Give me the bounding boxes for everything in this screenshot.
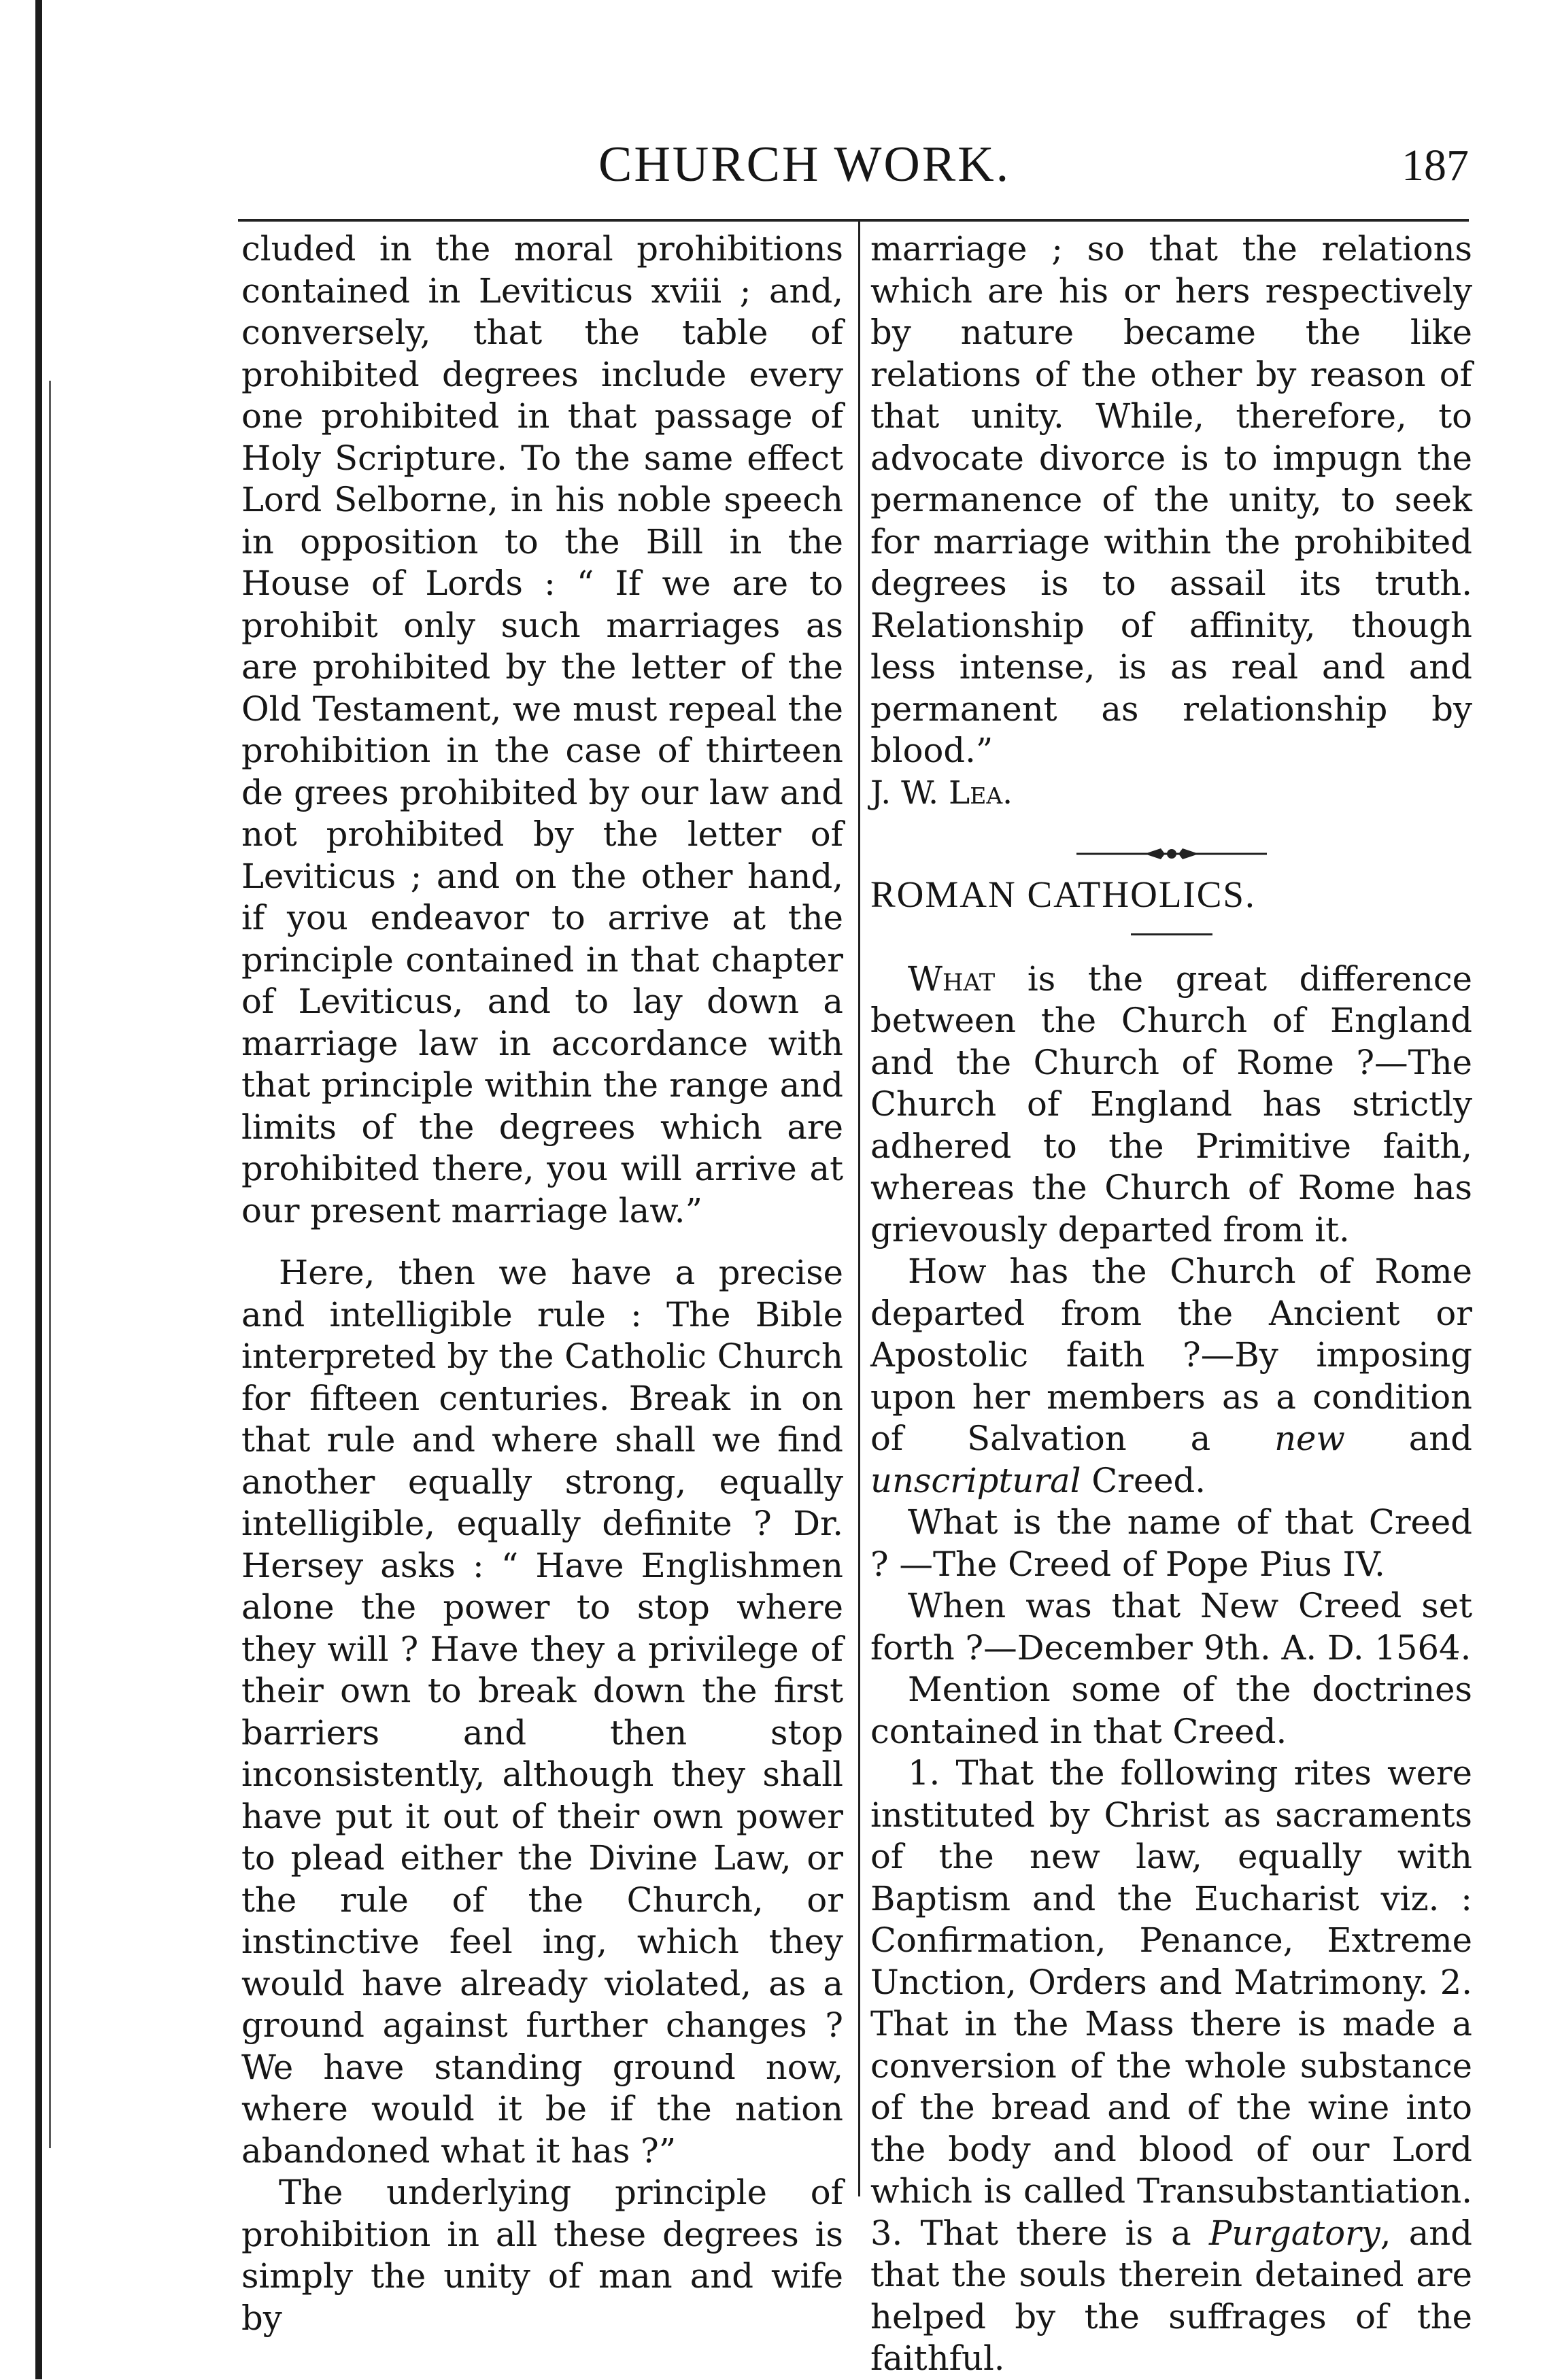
ornament-divider-icon	[1076, 846, 1267, 861]
header-rule	[238, 219, 1469, 222]
catechism-q2	[870, 1251, 1472, 1502]
answer-end: , and that the souls therein detained are helped by the suffrages of the faithful.	[870, 2213, 1472, 2378]
q2-article: a	[1126, 1419, 1275, 1458]
left-paragraph-3: The underlying principle of prohibition in all these degrees is simply the unity of man and wife by	[241, 2173, 843, 2338]
left-paragraph-2: Here, then we have a precise and intelligible rule : The Bible interpreted by the Catholic Church for fifteen centuries. Break in on that rule and where shall we find another equally strong, equally intelligible, equally definite ? Dr. Hersey asks : “ Have Englishmen alone the power to stop where they will ? Have they a privilege of their own to break down the first barriers and then stop inconsistently, although they shall have put it out of their own power to plead either the Divine Law, or the rule of the Church, or instinctive feel ing, which they would have already violated, as a ground against further changes ? We have standing ground now, where would it be if the nation abandoned what it has ?”	[241, 1253, 843, 2171]
catechism-q4: When was that New Creed set forth ?—December 9th. A. D. 1564.	[870, 1586, 1472, 1668]
q2-new-italic: new	[1274, 1419, 1345, 1458]
left-paragraph-1: cluded in the moral prohibitions contained in Leviticus xviii ; and, conversely, that the table of prohibited degrees include every one prohibited in that passage of Holy Scripture. To the same effect Lord Selborne, in his noble speech in opposition to the Bill in the House of Lords : “ If we are to prohibit only such marriages as are prohibited by the letter of the Old Testament, we must repeal the prohibition in the case of thirteen de grees prohibited by our law and not prohibited by the letter of Leviticus ; and on the other hand, if you endeavor to arrive at the principle contained in that chapter of Leviticus, and to lay down a marriage law in accordance with that principle within the range and limits of the degrees which are prohibited there, you will arrive at our present marriage law.”	[241, 229, 843, 1230]
page-number: 187	[1402, 141, 1469, 190]
q1-text: is the great difference between the Church of England and the Church of Rome ?—The Church of England has strictly adhered to the Primitive faith, whereas the Church of Rome has grievously departed from it.	[870, 959, 1472, 1249]
right-column	[870, 228, 1472, 2380]
page-binding-edge	[35, 0, 42, 2379]
column-divider	[858, 222, 860, 2196]
catechism-q5: Mention some of the doctrines contained in that Creed.	[870, 1670, 1472, 1751]
q2-text: How has the Church of Rome departed from the Ancient or Apostolic faith ?—By imposing upon her members as a condition of Salvation	[870, 1252, 1472, 1458]
q2-and: and	[1344, 1419, 1472, 1458]
q2-end: Creed.	[1081, 1460, 1206, 1500]
section-heading: ROMAN CATHOLICS.	[870, 874, 1256, 915]
catechism-q1	[870, 959, 1472, 1252]
page-binding-shadow	[49, 381, 51, 2148]
running-title: CHURCH WORK.	[598, 137, 1011, 192]
page-header	[238, 136, 1469, 204]
purgatory-italic: Purgatory	[1208, 2213, 1380, 2253]
catechism-q3: What is the name of that Creed ? —The Creed of Pope Pius IV.	[870, 1502, 1472, 1584]
q1-lead-word: What	[908, 959, 996, 999]
author-signature	[870, 772, 1472, 814]
answer-text: 1. That the following rites were instituted by Christ as sacraments of the new law, equally with Baptism and the Eucharist viz. : Confirmation, Penance, Extreme Unction, Orders and Matrimony. 2. That in the Mass there is made a conversion of the whole substance of the bread and of the wine into the body and blood of our Lord which is called Transubstantiation. 3. That there is a	[870, 1753, 1472, 2253]
q2-unscriptural-italic: unscriptural	[870, 1460, 1081, 1500]
left-column	[241, 228, 843, 2339]
catechism-answer	[870, 1753, 1472, 2380]
right-continuation-paragraph: marriage ; so that the relations which are his or hers respectively by nature became the like relations of the other by reason of that unity. While, therefore, to advocate divorce is to impugn the permanence of the unity, to seek for marriage within the prohibited degrees is to assail its truth. Relationship of affinity, though less intense, is as real and and permanent as relationship by blood.”	[870, 229, 1472, 770]
signature-text: J. W. Lea.	[870, 774, 1013, 812]
section-rule	[1131, 933, 1212, 935]
